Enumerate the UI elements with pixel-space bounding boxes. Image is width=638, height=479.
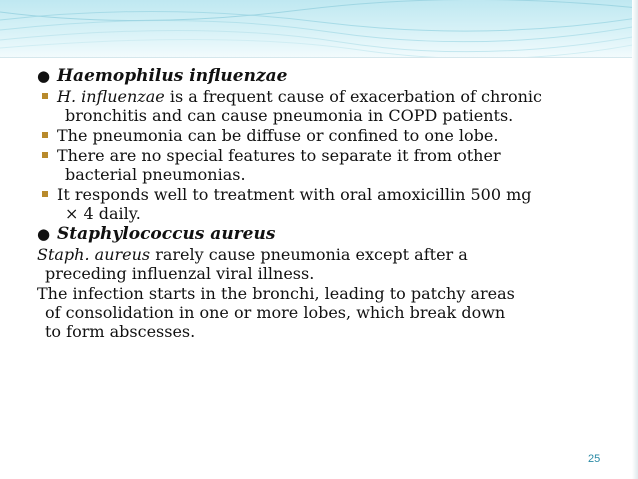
list-item: H. influenzae is a frequent cause of exacerbation of chronic bronchitis and can cause pneumonia in COPD patients.	[37, 87, 602, 125]
filled-circle-bullet-icon: ●	[37, 67, 51, 85]
list-item: It responds well to treatment with oral amoxicillin 500 mg × 4 daily.	[37, 185, 602, 223]
filled-circle-bullet-icon: ●	[37, 225, 51, 243]
wave-pattern-icon	[0, 0, 638, 58]
header-divider	[0, 57, 638, 58]
square-bullet-icon	[42, 152, 48, 158]
square-bullet-icon	[42, 132, 48, 138]
page-number: 25	[588, 453, 601, 465]
heading-haemophilus: ● Haemophilus influenzae	[37, 66, 288, 86]
list-item: The pneumonia can be diffuse or confined to one lobe.	[37, 126, 602, 145]
square-bullet-icon	[42, 93, 48, 99]
slide-body	[37, 66, 602, 342]
header-decoration	[0, 0, 638, 58]
heading-staphylococcus: ● Staphylococcus aureus	[37, 224, 276, 244]
right-edge-shadow	[632, 0, 638, 479]
list-item: There are no special features to separate it from other bacterial pneumonias.	[37, 146, 602, 184]
paragraph: The infection starts in the bronchi, leading to patchy areas of consolidation in one or more lobes, which break down to form abscesses.	[37, 284, 515, 341]
paragraph: Staph. aureus rarely cause pneumonia except after a preceding influenzal viral illness.	[37, 245, 468, 283]
square-bullet-icon	[42, 191, 48, 197]
